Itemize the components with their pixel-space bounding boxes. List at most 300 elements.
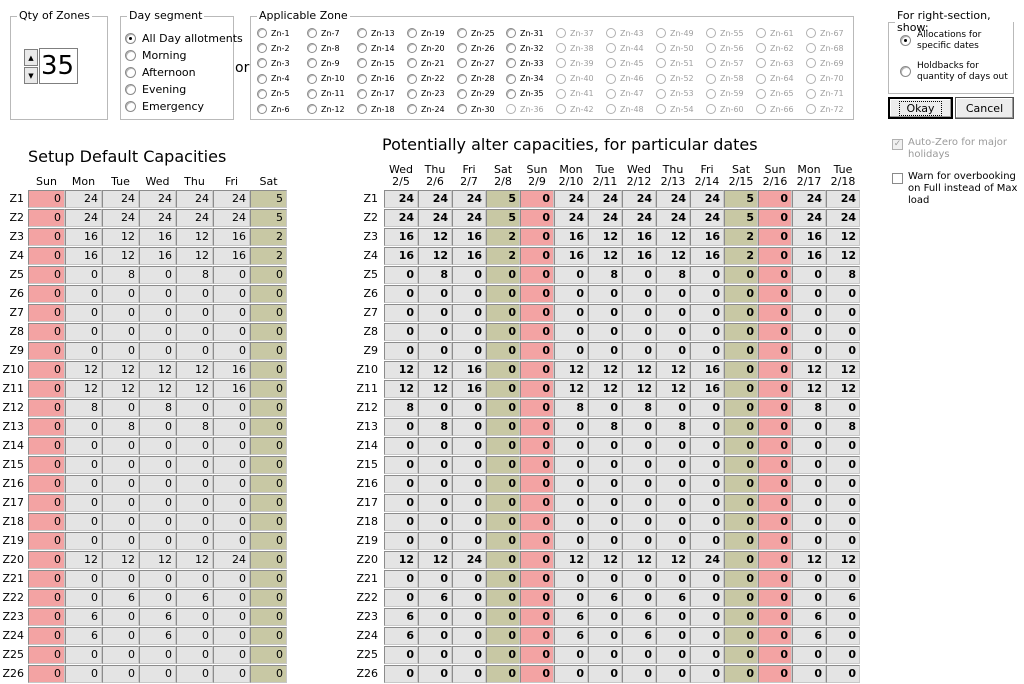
date-capacity-cell[interactable]: 24 <box>418 190 452 208</box>
date-capacity-cell[interactable]: 0 <box>724 399 758 417</box>
date-capacity-cell[interactable]: 12 <box>588 228 622 246</box>
default-capacity-cell[interactable]: 0 <box>102 627 139 645</box>
zone-radio-38[interactable] <box>556 41 594 55</box>
zone-radio-64[interactable] <box>756 72 794 86</box>
date-capacity-cell[interactable]: 0 <box>520 551 554 569</box>
default-capacity-cell[interactable]: 0 <box>28 513 65 531</box>
default-capacity-cell[interactable]: 0 <box>28 608 65 626</box>
spin-up-button[interactable] <box>24 49 38 66</box>
date-capacity-cell[interactable]: 8 <box>826 266 860 284</box>
default-capacity-cell[interactable]: 0 <box>28 551 65 569</box>
default-capacity-cell[interactable]: 12 <box>102 228 139 246</box>
date-capacity-cell[interactable]: 0 <box>418 399 452 417</box>
date-capacity-cell[interactable]: 0 <box>452 399 486 417</box>
date-capacity-cell[interactable]: 12 <box>418 361 452 379</box>
date-capacity-cell[interactable]: 0 <box>486 437 520 455</box>
date-capacity-cell[interactable]: 24 <box>384 190 418 208</box>
date-capacity-cell[interactable]: 12 <box>792 551 826 569</box>
date-capacity-cell[interactable]: 0 <box>758 665 792 683</box>
default-capacity-cell[interactable]: 0 <box>28 247 65 265</box>
date-capacity-cell[interactable]: 0 <box>384 323 418 341</box>
day-segment-option-5[interactable] <box>125 99 204 113</box>
zone-radio-66[interactable] <box>756 102 794 116</box>
default-capacity-cell[interactable]: 0 <box>65 418 102 436</box>
zone-radio-53[interactable] <box>656 87 694 101</box>
date-capacity-cell[interactable]: 16 <box>452 361 486 379</box>
date-capacity-cell[interactable]: 0 <box>588 399 622 417</box>
warn-overbooking-checkbox[interactable] <box>892 171 1018 207</box>
date-capacity-cell[interactable]: 0 <box>554 665 588 683</box>
date-capacity-cell[interactable]: 0 <box>826 437 860 455</box>
default-capacity-cell[interactable]: 0 <box>102 646 139 664</box>
default-capacity-cell[interactable]: 16 <box>213 361 250 379</box>
date-capacity-cell[interactable]: 0 <box>452 456 486 474</box>
default-capacity-cell[interactable]: 0 <box>102 494 139 512</box>
default-capacity-cell[interactable]: 0 <box>65 456 102 474</box>
date-capacity-cell[interactable]: 0 <box>554 475 588 493</box>
zone-radio-47[interactable] <box>606 87 644 101</box>
date-capacity-cell[interactable]: 16 <box>690 228 724 246</box>
default-capacity-cell[interactable]: 0 <box>250 418 287 436</box>
date-capacity-cell[interactable]: 12 <box>384 380 418 398</box>
date-capacity-cell[interactable]: 0 <box>520 190 554 208</box>
date-capacity-cell[interactable]: 0 <box>520 589 554 607</box>
date-capacity-cell[interactable]: 0 <box>554 646 588 664</box>
date-capacity-cell[interactable]: 6 <box>418 589 452 607</box>
default-capacity-cell[interactable]: 0 <box>139 266 176 284</box>
zone-radio-16[interactable] <box>357 72 395 86</box>
date-capacity-cell[interactable]: 12 <box>588 361 622 379</box>
default-capacity-cell[interactable]: 0 <box>176 475 213 493</box>
zone-radio-12[interactable] <box>307 102 345 116</box>
date-capacity-cell[interactable]: 8 <box>384 399 418 417</box>
date-capacity-cell[interactable]: 0 <box>418 323 452 341</box>
default-capacity-cell[interactable]: 0 <box>28 589 65 607</box>
qty-zones-input[interactable]: 35 <box>39 48 78 84</box>
date-capacity-cell[interactable]: 0 <box>384 266 418 284</box>
date-capacity-cell[interactable]: 6 <box>622 627 656 645</box>
default-capacity-cell[interactable]: 0 <box>250 608 287 626</box>
default-capacity-cell[interactable]: 0 <box>250 304 287 322</box>
date-capacity-cell[interactable]: 0 <box>384 304 418 322</box>
date-capacity-cell[interactable]: 0 <box>656 494 690 512</box>
date-capacity-cell[interactable]: 0 <box>690 494 724 512</box>
default-capacity-cell[interactable]: 0 <box>176 646 213 664</box>
date-capacity-cell[interactable]: 0 <box>758 323 792 341</box>
date-capacity-cell[interactable]: 0 <box>758 456 792 474</box>
date-capacity-cell[interactable]: 0 <box>486 513 520 531</box>
date-capacity-cell[interactable]: 24 <box>452 551 486 569</box>
default-capacity-cell[interactable]: 0 <box>102 304 139 322</box>
default-capacity-cell[interactable]: 8 <box>102 266 139 284</box>
date-capacity-cell[interactable]: 0 <box>554 342 588 360</box>
default-capacity-cell[interactable]: 0 <box>250 627 287 645</box>
date-capacity-cell[interactable]: 0 <box>656 323 690 341</box>
date-capacity-cell[interactable]: 0 <box>452 342 486 360</box>
date-capacity-cell[interactable]: 0 <box>588 494 622 512</box>
qty-zones-spinner[interactable] <box>24 48 78 86</box>
date-capacity-cell[interactable]: 12 <box>418 380 452 398</box>
date-capacity-cell[interactable]: 0 <box>656 475 690 493</box>
default-capacity-cell[interactable]: 0 <box>65 513 102 531</box>
date-capacity-cell[interactable]: 6 <box>792 627 826 645</box>
date-capacity-cell[interactable]: 0 <box>826 475 860 493</box>
default-capacity-cell[interactable]: 0 <box>139 532 176 550</box>
default-capacity-cell[interactable]: 24 <box>65 190 102 208</box>
zone-radio-9[interactable] <box>307 56 340 70</box>
date-capacity-cell[interactable]: 0 <box>486 399 520 417</box>
date-capacity-cell[interactable]: 0 <box>622 513 656 531</box>
date-capacity-cell[interactable]: 6 <box>588 589 622 607</box>
date-capacity-cell[interactable]: 0 <box>384 437 418 455</box>
date-capacity-cell[interactable]: 0 <box>452 304 486 322</box>
date-capacity-cell[interactable]: 0 <box>656 285 690 303</box>
date-capacity-cell[interactable]: 12 <box>622 361 656 379</box>
date-capacity-cell[interactable]: 24 <box>826 209 860 227</box>
default-capacity-cell[interactable]: 12 <box>176 247 213 265</box>
date-capacity-cell[interactable]: 0 <box>418 513 452 531</box>
date-capacity-cell[interactable]: 0 <box>690 266 724 284</box>
zone-radio-15[interactable] <box>357 56 395 70</box>
zone-radio-30[interactable] <box>457 102 495 116</box>
date-capacity-cell[interactable]: 0 <box>724 304 758 322</box>
date-capacity-cell[interactable]: 0 <box>792 494 826 512</box>
date-capacity-cell[interactable]: 0 <box>588 665 622 683</box>
default-capacity-cell[interactable]: 12 <box>176 361 213 379</box>
date-capacity-cell[interactable]: 0 <box>452 513 486 531</box>
date-capacity-cell[interactable]: 5 <box>486 190 520 208</box>
date-capacity-cell[interactable]: 0 <box>418 627 452 645</box>
date-capacity-cell[interactable]: 16 <box>554 228 588 246</box>
date-capacity-cell[interactable]: 24 <box>418 209 452 227</box>
date-capacity-cell[interactable]: 0 <box>826 323 860 341</box>
default-capacity-cell[interactable]: 24 <box>176 190 213 208</box>
default-capacity-cell[interactable]: 0 <box>250 475 287 493</box>
default-capacity-cell[interactable]: 0 <box>65 304 102 322</box>
date-capacity-cell[interactable]: 0 <box>622 646 656 664</box>
default-capacity-cell[interactable]: 12 <box>102 247 139 265</box>
date-capacity-cell[interactable]: 16 <box>384 228 418 246</box>
date-capacity-cell[interactable]: 24 <box>622 209 656 227</box>
date-capacity-cell[interactable]: 0 <box>418 456 452 474</box>
date-capacity-cell[interactable]: 24 <box>622 190 656 208</box>
spin-down-button[interactable] <box>24 67 38 84</box>
date-capacity-cell[interactable]: 6 <box>554 608 588 626</box>
date-capacity-cell[interactable]: 0 <box>384 285 418 303</box>
date-capacity-cell[interactable]: 12 <box>588 551 622 569</box>
date-capacity-cell[interactable]: 0 <box>758 380 792 398</box>
default-capacity-cell[interactable]: 24 <box>213 551 250 569</box>
zone-radio-44[interactable] <box>606 41 644 55</box>
default-capacity-cell[interactable]: 0 <box>250 494 287 512</box>
zone-radio-18[interactable] <box>357 102 395 116</box>
default-capacity-cell[interactable]: 6 <box>139 627 176 645</box>
date-capacity-cell[interactable]: 0 <box>418 437 452 455</box>
date-capacity-cell[interactable]: 0 <box>690 589 724 607</box>
date-capacity-cell[interactable]: 0 <box>554 437 588 455</box>
date-capacity-cell[interactable]: 8 <box>588 418 622 436</box>
default-capacity-cell[interactable]: 0 <box>28 209 65 227</box>
date-capacity-cell[interactable]: 0 <box>588 532 622 550</box>
date-capacity-cell[interactable]: 0 <box>656 570 690 588</box>
default-capacity-cell[interactable]: 16 <box>139 228 176 246</box>
date-capacity-cell[interactable]: 0 <box>690 627 724 645</box>
default-capacity-cell[interactable]: 12 <box>102 380 139 398</box>
zone-radio-58[interactable] <box>706 72 744 86</box>
date-capacity-cell[interactable]: 0 <box>758 475 792 493</box>
date-capacity-cell[interactable]: 0 <box>656 399 690 417</box>
date-capacity-cell[interactable]: 0 <box>588 627 622 645</box>
default-capacity-cell[interactable]: 0 <box>176 570 213 588</box>
zone-radio-59[interactable] <box>706 87 744 101</box>
default-capacity-cell[interactable]: 0 <box>176 665 213 683</box>
default-capacity-cell[interactable]: 0 <box>213 646 250 664</box>
default-capacity-cell[interactable]: 12 <box>139 551 176 569</box>
date-capacity-cell[interactable]: 0 <box>588 323 622 341</box>
date-capacity-cell[interactable]: 0 <box>690 437 724 455</box>
date-capacity-cell[interactable]: 0 <box>724 418 758 436</box>
date-capacity-cell[interactable]: 0 <box>792 418 826 436</box>
default-capacity-cell[interactable]: 0 <box>102 665 139 683</box>
date-capacity-cell[interactable]: 0 <box>656 608 690 626</box>
zone-radio-37[interactable] <box>556 26 594 40</box>
zone-radio-60[interactable] <box>706 102 744 116</box>
date-capacity-cell[interactable]: 0 <box>724 608 758 626</box>
date-capacity-cell[interactable]: 0 <box>690 304 724 322</box>
date-capacity-cell[interactable]: 0 <box>724 570 758 588</box>
default-capacity-cell[interactable]: 0 <box>102 532 139 550</box>
date-capacity-cell[interactable]: 24 <box>588 190 622 208</box>
default-capacity-cell[interactable]: 24 <box>213 209 250 227</box>
date-capacity-cell[interactable]: 0 <box>826 532 860 550</box>
date-capacity-cell[interactable]: 0 <box>656 646 690 664</box>
date-capacity-cell[interactable]: 0 <box>452 608 486 626</box>
date-capacity-cell[interactable]: 0 <box>792 304 826 322</box>
date-capacity-cell[interactable]: 0 <box>622 456 656 474</box>
date-capacity-cell[interactable]: 0 <box>554 532 588 550</box>
date-capacity-cell[interactable]: 0 <box>792 570 826 588</box>
date-capacity-cell[interactable]: 16 <box>690 247 724 265</box>
default-capacity-cell[interactable]: 0 <box>28 627 65 645</box>
date-capacity-cell[interactable]: 0 <box>452 323 486 341</box>
date-capacity-cell[interactable]: 12 <box>826 361 860 379</box>
date-capacity-cell[interactable]: 16 <box>452 228 486 246</box>
date-capacity-cell[interactable]: 0 <box>452 418 486 436</box>
default-capacity-cell[interactable]: 0 <box>139 304 176 322</box>
zone-radio-10[interactable] <box>307 72 345 86</box>
date-capacity-cell[interactable]: 0 <box>656 532 690 550</box>
date-capacity-cell[interactable]: 0 <box>724 361 758 379</box>
date-capacity-cell[interactable]: 0 <box>622 304 656 322</box>
default-capacity-cell[interactable]: 0 <box>213 304 250 322</box>
default-capacity-cell[interactable]: 0 <box>139 570 176 588</box>
date-capacity-cell[interactable]: 0 <box>724 342 758 360</box>
date-capacity-cell[interactable]: 12 <box>588 380 622 398</box>
default-capacity-cell[interactable]: 0 <box>102 342 139 360</box>
date-capacity-cell[interactable]: 0 <box>758 361 792 379</box>
date-capacity-cell[interactable]: 0 <box>486 418 520 436</box>
default-capacity-cell[interactable]: 0 <box>213 342 250 360</box>
default-capacity-cell[interactable]: 24 <box>176 209 213 227</box>
date-capacity-cell[interactable]: 0 <box>418 646 452 664</box>
default-capacity-cell[interactable]: 8 <box>176 418 213 436</box>
date-capacity-cell[interactable]: 0 <box>520 304 554 322</box>
date-capacity-cell[interactable]: 0 <box>622 589 656 607</box>
date-capacity-cell[interactable]: 0 <box>384 570 418 588</box>
date-capacity-cell[interactable]: 24 <box>656 209 690 227</box>
date-capacity-cell[interactable]: 0 <box>758 247 792 265</box>
date-capacity-cell[interactable]: 0 <box>486 494 520 512</box>
date-capacity-cell[interactable]: 0 <box>384 646 418 664</box>
date-capacity-cell[interactable]: 0 <box>520 380 554 398</box>
right-section-option-2[interactable] <box>900 61 1012 83</box>
default-capacity-cell[interactable]: 0 <box>28 342 65 360</box>
date-capacity-cell[interactable]: 0 <box>622 285 656 303</box>
date-capacity-cell[interactable]: 8 <box>622 399 656 417</box>
default-capacity-cell[interactable]: 0 <box>28 266 65 284</box>
default-capacity-cell[interactable]: 0 <box>65 285 102 303</box>
date-capacity-cell[interactable]: 0 <box>486 551 520 569</box>
default-capacity-cell[interactable]: 0 <box>139 646 176 664</box>
date-capacity-cell[interactable]: 16 <box>690 361 724 379</box>
zone-radio-33[interactable] <box>506 56 544 70</box>
default-capacity-cell[interactable]: 0 <box>28 399 65 417</box>
date-capacity-cell[interactable]: 6 <box>792 608 826 626</box>
default-capacity-cell[interactable]: 0 <box>176 285 213 303</box>
zone-radio-4[interactable] <box>257 72 290 86</box>
date-capacity-cell[interactable]: 12 <box>384 361 418 379</box>
zone-radio-49[interactable] <box>656 26 694 40</box>
date-capacity-cell[interactable]: 12 <box>656 551 690 569</box>
date-capacity-cell[interactable]: 16 <box>792 247 826 265</box>
default-capacity-cell[interactable]: 0 <box>176 323 213 341</box>
date-capacity-cell[interactable]: 0 <box>724 266 758 284</box>
date-capacity-cell[interactable]: 0 <box>690 608 724 626</box>
date-capacity-cell[interactable]: 0 <box>384 513 418 531</box>
date-capacity-cell[interactable]: 0 <box>758 228 792 246</box>
date-capacity-cell[interactable]: 0 <box>588 475 622 493</box>
date-capacity-cell[interactable]: 0 <box>724 437 758 455</box>
default-capacity-cell[interactable]: 0 <box>28 570 65 588</box>
date-capacity-cell[interactable]: 0 <box>826 342 860 360</box>
default-capacity-cell[interactable]: 0 <box>250 323 287 341</box>
date-capacity-cell[interactable]: 0 <box>758 589 792 607</box>
date-capacity-cell[interactable]: 0 <box>758 646 792 664</box>
day-segment-option-2[interactable] <box>125 48 187 62</box>
default-capacity-cell[interactable]: 0 <box>250 532 287 550</box>
date-capacity-cell[interactable]: 5 <box>486 209 520 227</box>
date-capacity-cell[interactable]: 0 <box>554 494 588 512</box>
date-capacity-cell[interactable]: 12 <box>418 247 452 265</box>
date-capacity-cell[interactable]: 0 <box>588 570 622 588</box>
day-segment-option-1[interactable] <box>125 31 243 45</box>
default-capacity-cell[interactable]: 0 <box>213 570 250 588</box>
date-capacity-cell[interactable]: 2 <box>724 247 758 265</box>
zone-radio-24[interactable] <box>407 102 445 116</box>
zone-radio-65[interactable] <box>756 87 794 101</box>
date-capacity-cell[interactable]: 0 <box>520 399 554 417</box>
date-capacity-cell[interactable]: 0 <box>826 570 860 588</box>
date-capacity-cell[interactable]: 24 <box>384 209 418 227</box>
zone-radio-69[interactable] <box>806 56 844 70</box>
zone-radio-42[interactable] <box>556 102 594 116</box>
date-capacity-cell[interactable]: 0 <box>690 456 724 474</box>
date-capacity-cell[interactable]: 0 <box>622 570 656 588</box>
date-capacity-cell[interactable]: 0 <box>418 570 452 588</box>
default-capacity-cell[interactable]: 6 <box>65 627 102 645</box>
date-capacity-cell[interactable]: 24 <box>656 190 690 208</box>
date-capacity-cell[interactable]: 0 <box>792 513 826 531</box>
date-capacity-cell[interactable]: 0 <box>656 665 690 683</box>
zone-radio-11[interactable] <box>307 87 345 101</box>
date-capacity-cell[interactable]: 12 <box>656 247 690 265</box>
date-capacity-cell[interactable]: 0 <box>384 532 418 550</box>
date-capacity-cell[interactable]: 0 <box>724 323 758 341</box>
default-capacity-cell[interactable]: 24 <box>139 190 176 208</box>
date-capacity-cell[interactable]: 0 <box>418 494 452 512</box>
date-capacity-cell[interactable]: 0 <box>384 475 418 493</box>
date-capacity-cell[interactable]: 0 <box>554 304 588 322</box>
zone-radio-40[interactable] <box>556 72 594 86</box>
date-capacity-cell[interactable]: 0 <box>554 285 588 303</box>
date-capacity-cell[interactable]: 8 <box>418 266 452 284</box>
date-capacity-cell[interactable]: 0 <box>588 342 622 360</box>
default-capacity-cell[interactable]: 0 <box>213 589 250 607</box>
date-capacity-cell[interactable]: 16 <box>554 247 588 265</box>
date-capacity-cell[interactable]: 0 <box>690 342 724 360</box>
zone-radio-34[interactable] <box>506 72 544 86</box>
default-capacity-cell[interactable]: 0 <box>213 399 250 417</box>
date-capacity-cell[interactable]: 0 <box>520 456 554 474</box>
date-capacity-cell[interactable]: 0 <box>758 627 792 645</box>
zone-radio-36[interactable] <box>506 102 544 116</box>
date-capacity-cell[interactable]: 0 <box>384 342 418 360</box>
date-capacity-cell[interactable]: 0 <box>758 266 792 284</box>
date-capacity-cell[interactable]: 0 <box>384 418 418 436</box>
zone-radio-5[interactable] <box>257 87 290 101</box>
default-capacity-cell[interactable]: 0 <box>250 551 287 569</box>
date-capacity-cell[interactable]: 24 <box>452 190 486 208</box>
date-capacity-cell[interactable]: 0 <box>690 399 724 417</box>
default-capacity-cell[interactable]: 0 <box>139 475 176 493</box>
date-capacity-cell[interactable]: 6 <box>622 608 656 626</box>
right-section-option-1[interactable] <box>900 30 1012 52</box>
date-capacity-cell[interactable]: 0 <box>486 475 520 493</box>
date-capacity-cell[interactable]: 0 <box>690 285 724 303</box>
default-capacity-cell[interactable]: 24 <box>102 190 139 208</box>
zone-radio-51[interactable] <box>656 56 694 70</box>
date-capacity-cell[interactable]: 16 <box>384 247 418 265</box>
date-capacity-cell[interactable]: 0 <box>418 285 452 303</box>
default-capacity-cell[interactable]: 0 <box>139 342 176 360</box>
default-capacity-cell[interactable]: 24 <box>65 209 102 227</box>
date-capacity-cell[interactable]: 8 <box>418 418 452 436</box>
default-capacity-cell[interactable]: 0 <box>139 494 176 512</box>
date-capacity-cell[interactable]: 0 <box>384 456 418 474</box>
date-capacity-cell[interactable]: 0 <box>826 646 860 664</box>
date-capacity-cell[interactable]: 0 <box>520 475 554 493</box>
date-capacity-cell[interactable]: 0 <box>588 608 622 626</box>
default-capacity-cell[interactable]: 0 <box>102 437 139 455</box>
zone-radio-17[interactable] <box>357 87 395 101</box>
zone-radio-57[interactable] <box>706 56 744 70</box>
zone-radio-54[interactable] <box>656 102 694 116</box>
default-capacity-cell[interactable]: 0 <box>102 475 139 493</box>
date-capacity-cell[interactable]: 0 <box>758 418 792 436</box>
day-segment-option-4[interactable] <box>125 82 186 96</box>
default-capacity-cell[interactable]: 12 <box>102 551 139 569</box>
default-capacity-cell[interactable]: 0 <box>176 627 213 645</box>
